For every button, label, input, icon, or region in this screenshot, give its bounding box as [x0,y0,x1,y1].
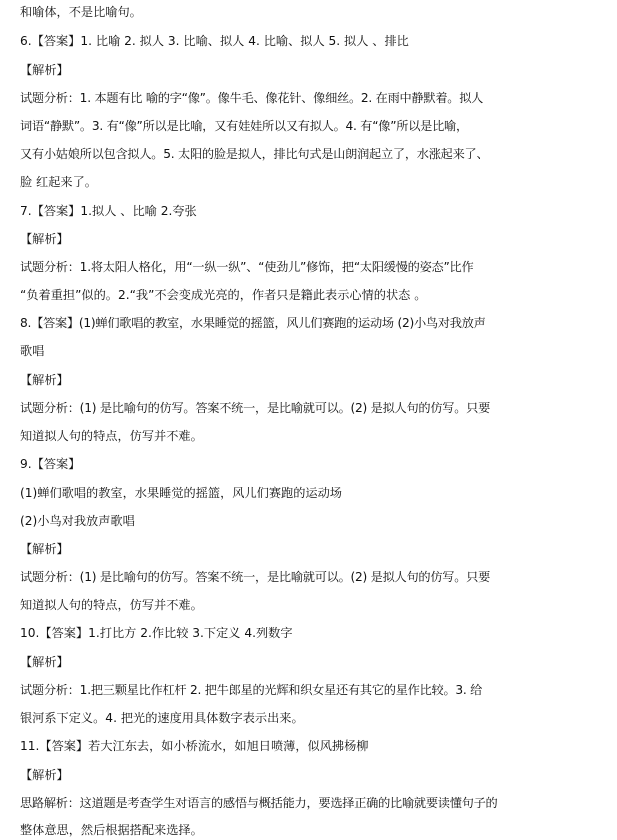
text-line: 歌唱 [20,344,45,358]
text-line: 和喻体，不是比喻句。 [20,5,142,19]
text-line: 知道拟人句的特点，仿写并不难。 [20,429,203,443]
text-line: 试题分析：1.把三颗星比作杠杆 2. 把牛郎星的光辉和织女星还有其它的星作比较。3. 给 [20,683,483,697]
text-line: 词语“静默”。3. 有“像”所以是比喻，又有娃娃所以又有拟人。4. 有“像”所以是比喻， [20,119,468,133]
text-line: 银河系下定义。4. 把光的速度用具体数字表示出来。 [20,711,304,725]
text-line: 试题分析：(1) 是比喻句的仿写。答案不统一，是比喻就可以。(2) 是拟人句的仿写。只要 [20,570,491,584]
text-line: 又有小姑娘所以包含拟人。5. 太阳的脸是拟人，排比句式是山朗润起立了，水涨起来了、 [20,147,489,161]
answer-heading-7: 7.【答案】1.拟人 、比喻 2.夸张 [20,204,197,218]
analysis-label: 【解析】 [20,768,69,782]
analysis-label: 【解析】 [20,232,69,246]
analysis-label: 【解析】 [20,373,69,387]
analysis-label: 【解析】 [20,655,69,669]
text-line: (1)蝉们歌唱的教室，水果睡觉的摇篮，风儿们赛跑的运动场 [20,486,342,500]
text-line: 脸 红起来了。 [20,175,97,189]
text-line: 整体意思，然后根据搭配来选择。 [20,823,203,837]
answer-heading-8: 8.【答案】(1)蝉们歌唱的教室，水果睡觉的摇篮，风儿们赛跑的运动场 (2)小鸟对我放声 [20,316,486,330]
answer-heading-6: 6.【答案】1. 比喻 2. 拟人 3. 比喻、拟人 4. 比喻、拟人 5. 拟人 、排比 [20,34,409,48]
text-line: 试题分析：1. 本题有比 喻的字“像”。像牛毛、像花针、像细丝。2. 在雨中静默着。拟人 [20,91,484,105]
text-line: 试题分析：1.将太阳人格化，用“一纵一纵”、“使劲儿”修饰，把“太阳缓慢的姿态”比作 [20,260,474,274]
analysis-label: 【解析】 [20,542,69,556]
answer-heading-9: 9.【答案】 [20,457,81,471]
answer-heading-11: 11.【答案】若大江东去，如小桥流水，如旭日喷薄，似风拂杨柳 [20,739,369,753]
text-line: (2)小鸟对我放声歌唱 [20,514,135,528]
answer-heading-10: 10.【答案】1.打比方 2.作比较 3.下定义 4.列数字 [20,626,293,640]
text-line: 知道拟人句的特点，仿写并不难。 [20,598,203,612]
text-line: 思路解析：这道题是考查学生对语言的感悟与概括能力，要选择正确的比喻就要读懂句子的 [20,796,498,810]
analysis-label: 【解析】 [20,63,69,77]
text-line: “负着重担”似的。2.“我”不会变成光亮的，作者只是籍此表示心情的状态 。 [20,288,427,302]
text-line: 试题分析：(1) 是比喻句的仿写。答案不统一，是比喻就可以。(2) 是拟人句的仿写。只要 [20,401,491,415]
